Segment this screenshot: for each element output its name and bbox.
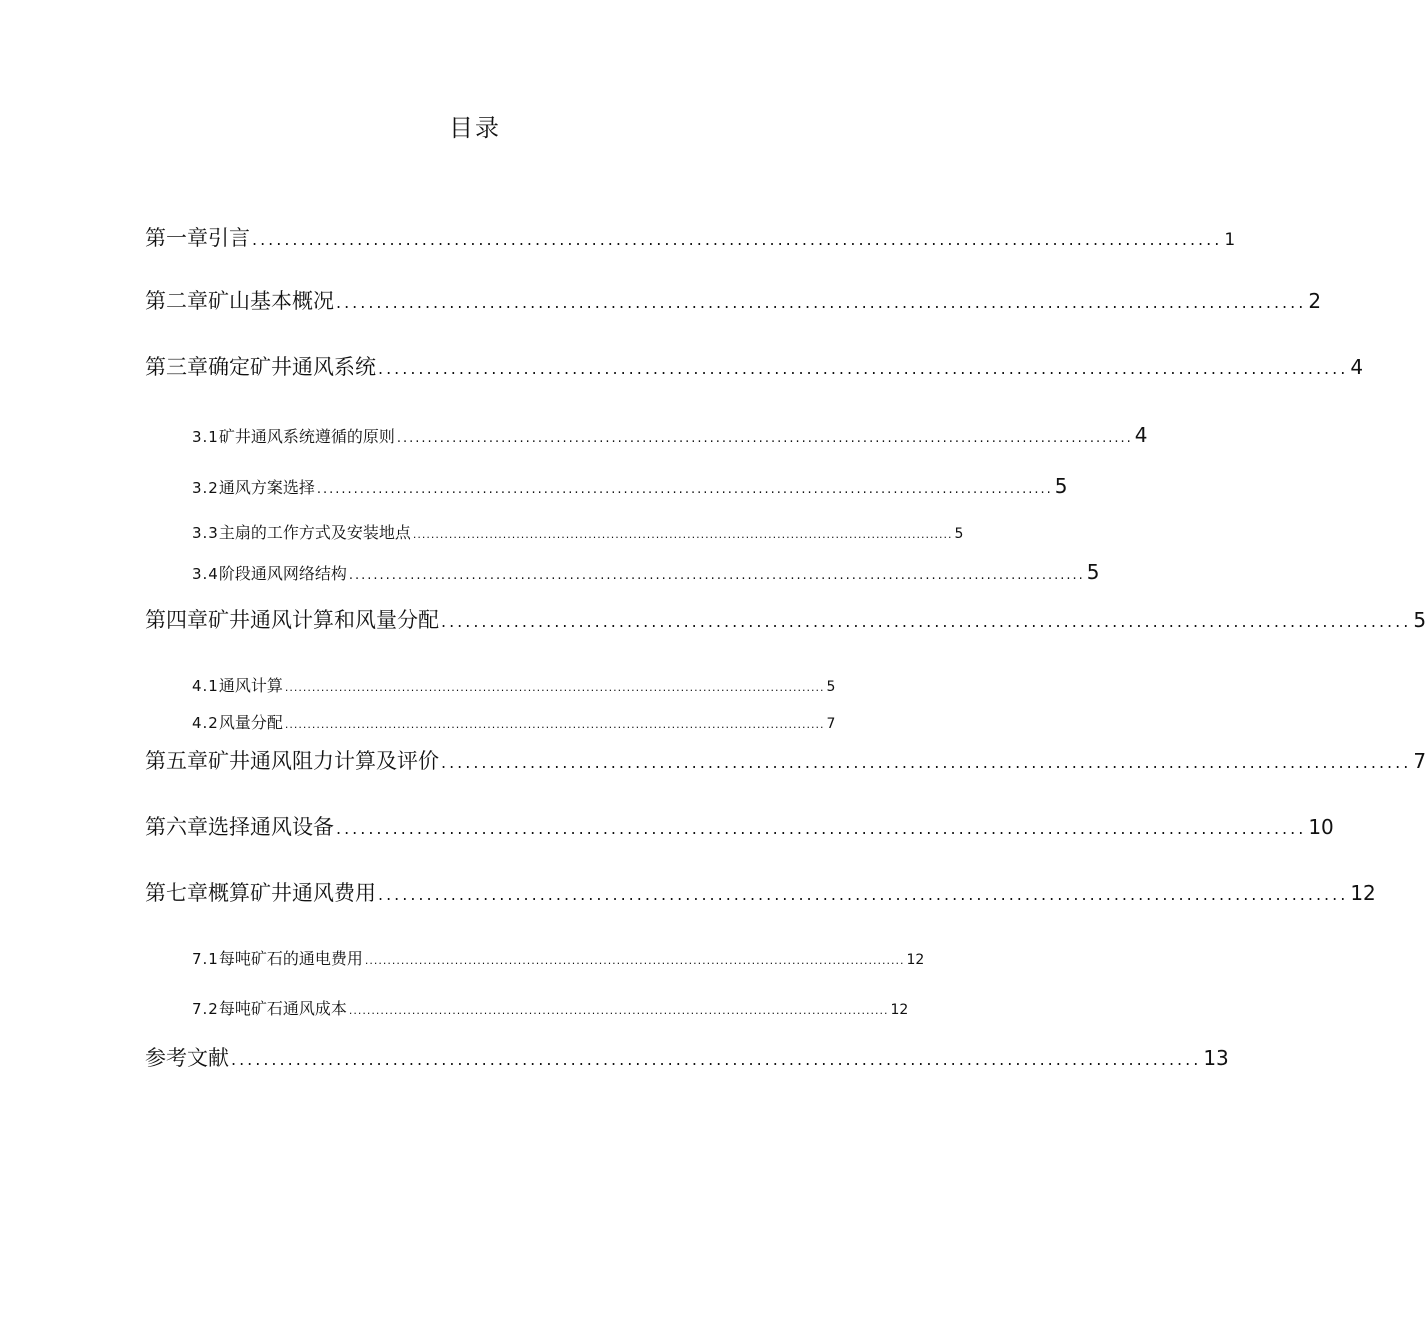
toc-entry-chapter-7[interactable] [145, 877, 1376, 907]
entry-number: 第五章 [145, 749, 208, 773]
entry-number: 3.1 [192, 428, 219, 446]
toc-entry-chapter-5[interactable] [145, 745, 1426, 775]
dot-leader: ........................................................................................................................ [378, 885, 1349, 904]
dot-leader: ........................................................................................................................ [336, 293, 1307, 312]
entry-label: 风量分配 [218, 713, 283, 732]
entry-number: 第二章 [145, 289, 208, 313]
toc-entry-chapter-1[interactable] [145, 222, 1236, 252]
entry-label: 参考文献 [145, 1046, 229, 1070]
dot-leader: ........................................................................................................................ [284, 681, 825, 694]
entry-page: 5 [1413, 608, 1426, 632]
entry-page: 4 [1350, 355, 1364, 379]
entry-number: 第六章 [145, 815, 208, 839]
entry-label: 通风方案选择 [218, 478, 315, 497]
entry-label: 主扇的工作方式及安装地点 [218, 523, 411, 542]
toc-entry-references[interactable] [145, 1042, 1229, 1072]
entry-page: 5 [1086, 560, 1100, 584]
entry-label: 阶段通风网络结构 [218, 564, 347, 583]
toc-entry-chapter-3[interactable] [145, 351, 1364, 381]
entry-page: 4 [1134, 423, 1148, 447]
toc-entry-section-4-1[interactable] [192, 673, 836, 696]
toc-entry-section-3-3[interactable] [192, 520, 964, 543]
entry-page: 12 [906, 952, 925, 968]
entry-page: 5 [954, 526, 964, 542]
dot-leader: ........................................................................................................................ [336, 819, 1307, 838]
dot-leader: ........................................................................................................................ [252, 230, 1223, 249]
entry-label: 矿井通风计算和风量分配 [208, 608, 439, 632]
entry-label: 矿井通风系统遵循的原则 [218, 427, 395, 446]
toc-entry-chapter-6[interactable] [145, 811, 1334, 841]
dot-leader: ........................................................................................................................ [412, 528, 953, 541]
entry-number: 7.1 [192, 950, 219, 968]
entry-number: 第一章 [145, 226, 208, 250]
entry-number: 3.2 [192, 479, 219, 497]
toc-entry-section-7-2[interactable] [192, 996, 909, 1019]
entry-number: 第四章 [145, 608, 208, 632]
dot-leader: ........................................................................................................................ [348, 1004, 889, 1017]
entry-label: 矿井通风阻力计算及评价 [208, 749, 439, 773]
entry-page: 12 [1350, 881, 1376, 905]
entry-number: 4.2 [192, 714, 219, 732]
dot-leader: ........................................................................................................................ [348, 568, 1085, 583]
entry-label: 引言 [208, 226, 250, 250]
dot-leader: ........................................................................................................................ [316, 482, 1053, 497]
dot-leader: ........................................................................................................................ [441, 753, 1412, 772]
entry-label: 每吨矿石的通电费用 [218, 949, 363, 968]
toc-entry-section-3-4[interactable] [192, 560, 1100, 584]
entry-page: 5 [1054, 474, 1068, 498]
entry-label: 概算矿井通风费用 [208, 881, 376, 905]
entry-page: 10 [1308, 815, 1334, 839]
dot-leader: ........................................................................................................................ [364, 954, 905, 967]
toc-entry-section-3-2[interactable] [192, 474, 1068, 498]
entry-label: 每吨矿石通风成本 [218, 999, 347, 1018]
entry-number: 第三章 [145, 355, 208, 379]
toc-entry-chapter-2[interactable] [145, 285, 1322, 315]
entry-number: 7.2 [192, 1000, 219, 1018]
entry-label: 通风计算 [218, 676, 283, 695]
toc-title: 目录 [449, 114, 501, 142]
entry-page: 13 [1203, 1046, 1229, 1070]
entry-page: 5 [826, 679, 836, 695]
dot-leader: ........................................................................................................................ [396, 431, 1133, 446]
entry-page: 7 [826, 716, 836, 732]
entry-label: 确定矿井通风系统 [208, 355, 376, 379]
entry-page: 2 [1308, 289, 1322, 313]
entry-number: 3.4 [192, 565, 219, 583]
entry-label: 矿山基本概况 [208, 289, 334, 313]
toc-entry-section-4-2[interactable] [192, 710, 836, 733]
entry-number: 4.1 [192, 677, 219, 695]
dot-leader: ........................................................................................................................ [441, 612, 1412, 631]
dot-leader: ........................................................................................................................ [378, 359, 1349, 378]
dot-leader: ........................................................................................................................ [231, 1050, 1202, 1069]
entry-page: 12 [890, 1002, 909, 1018]
entry-number: 3.3 [192, 524, 219, 542]
toc-entry-section-7-1[interactable] [192, 946, 925, 969]
entry-page: 1 [1224, 230, 1236, 250]
entry-label: 选择通风设备 [208, 815, 334, 839]
entry-page: 7 [1413, 749, 1426, 773]
entry-number: 第七章 [145, 881, 208, 905]
toc-entry-section-3-1[interactable] [192, 423, 1148, 447]
dot-leader: ........................................................................................................................ [284, 718, 825, 731]
toc-entry-chapter-4[interactable] [145, 604, 1426, 634]
